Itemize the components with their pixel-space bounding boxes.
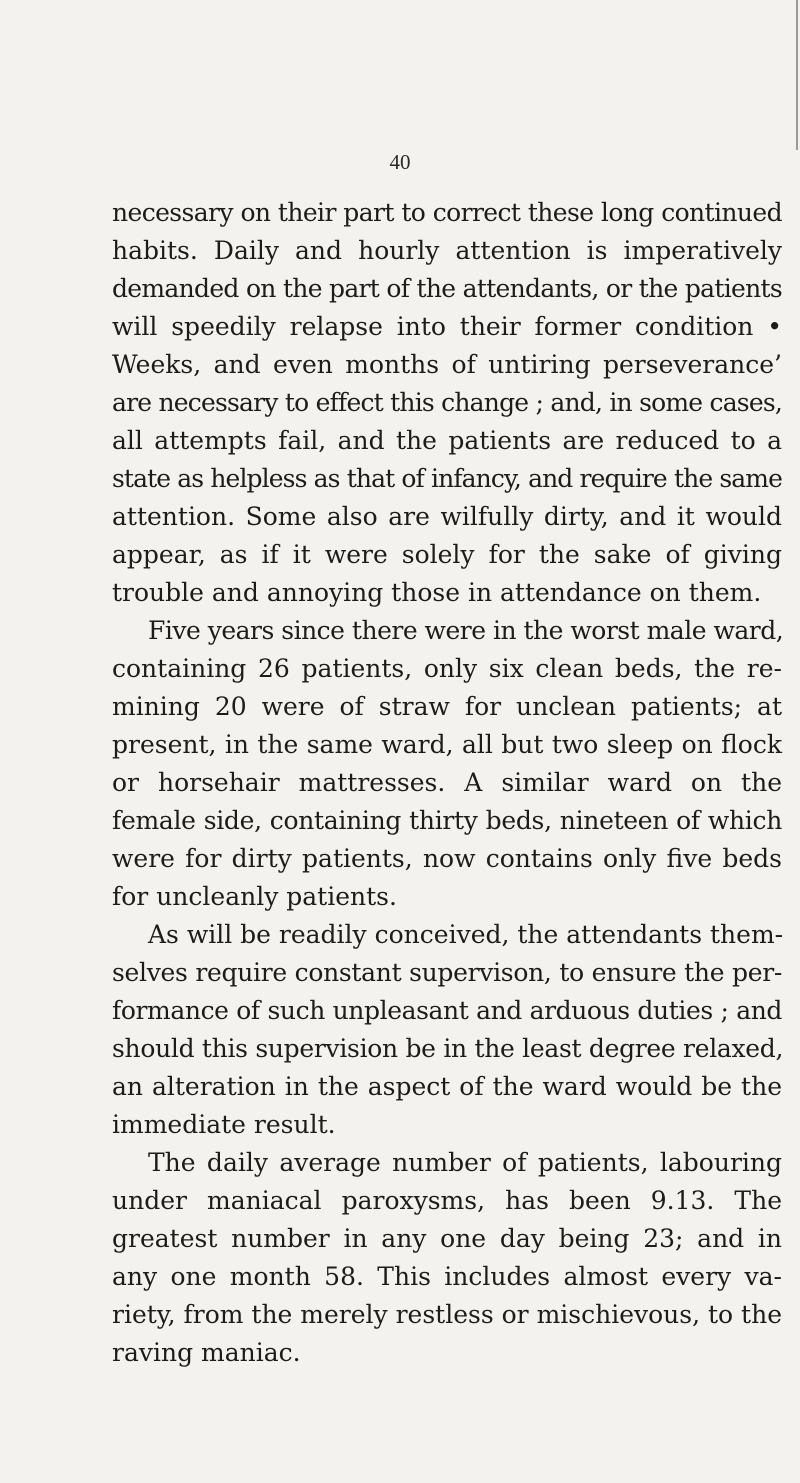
text-line: under maniacal paroxysms, has been 9.13. The bbox=[112, 1186, 782, 1215]
text-line: trouble and annoying those in attendance on them. bbox=[112, 578, 762, 607]
text-line: demanded on the part of the attendants, or the patients bbox=[112, 274, 782, 303]
text-line: or horsehair mattresses. A similar ward on the bbox=[112, 768, 782, 797]
text-line: riety, from the merely restless or mischievous, to the bbox=[112, 1300, 782, 1329]
text-line: As will be readily conceived, the attendants them- bbox=[148, 920, 784, 949]
text-line: formance of such unpleasant and arduous duties ; and bbox=[112, 996, 782, 1025]
text-line: are necessary to effect this change ; and, in some cases, bbox=[112, 388, 782, 417]
text-line: greatest number in any one day being 23; and in bbox=[112, 1224, 782, 1253]
text-line: Five years since there were in the worst male ward, bbox=[148, 616, 784, 645]
text-line: should this supervision be in the least degree relaxed, bbox=[112, 1034, 784, 1063]
text-line: any one month 58. This includes almost every va- bbox=[112, 1262, 782, 1291]
text-line: The daily average number of patients, labouring bbox=[148, 1148, 782, 1177]
text-line: Weeks, and even months of untiring perseverance’ bbox=[112, 350, 782, 379]
text-line: will speedily relapse into their former condition • bbox=[112, 312, 782, 341]
page-number: 40 bbox=[389, 150, 411, 174]
text-line: female side, containing thirty beds, nineteen of which bbox=[112, 806, 782, 835]
text-line: containing 26 patients, only six clean beds, the re- bbox=[112, 654, 782, 683]
text-line: selves require constant supervison, to ensure the per- bbox=[112, 958, 782, 987]
text-line: state as helpless as that of infancy, and require the same bbox=[112, 464, 782, 493]
text-line: necessary on their part to correct these long continued bbox=[112, 198, 782, 227]
text-line: an alteration in the aspect of the ward would be the bbox=[112, 1072, 782, 1101]
text-line: appear, as if it were solely for the sake of giving bbox=[112, 540, 782, 569]
text-line: were for dirty patients, now contains only five beds bbox=[112, 844, 782, 873]
text-line: raving maniac. bbox=[112, 1338, 301, 1367]
text-line: for uncleanly patients. bbox=[112, 882, 397, 911]
text-line: habits. Daily and hourly attention is imperatively bbox=[112, 236, 782, 265]
text-line: immediate result. bbox=[112, 1110, 336, 1139]
text-line: all attempts fail, and the patients are reduced to a bbox=[112, 426, 782, 455]
text-line: attention. Some also are wilfully dirty, and it would bbox=[112, 502, 782, 531]
text-line: mining 20 were of straw for unclean patients; at bbox=[112, 692, 782, 721]
text-line: present, in the same ward, all but two sleep on flock bbox=[112, 730, 782, 759]
